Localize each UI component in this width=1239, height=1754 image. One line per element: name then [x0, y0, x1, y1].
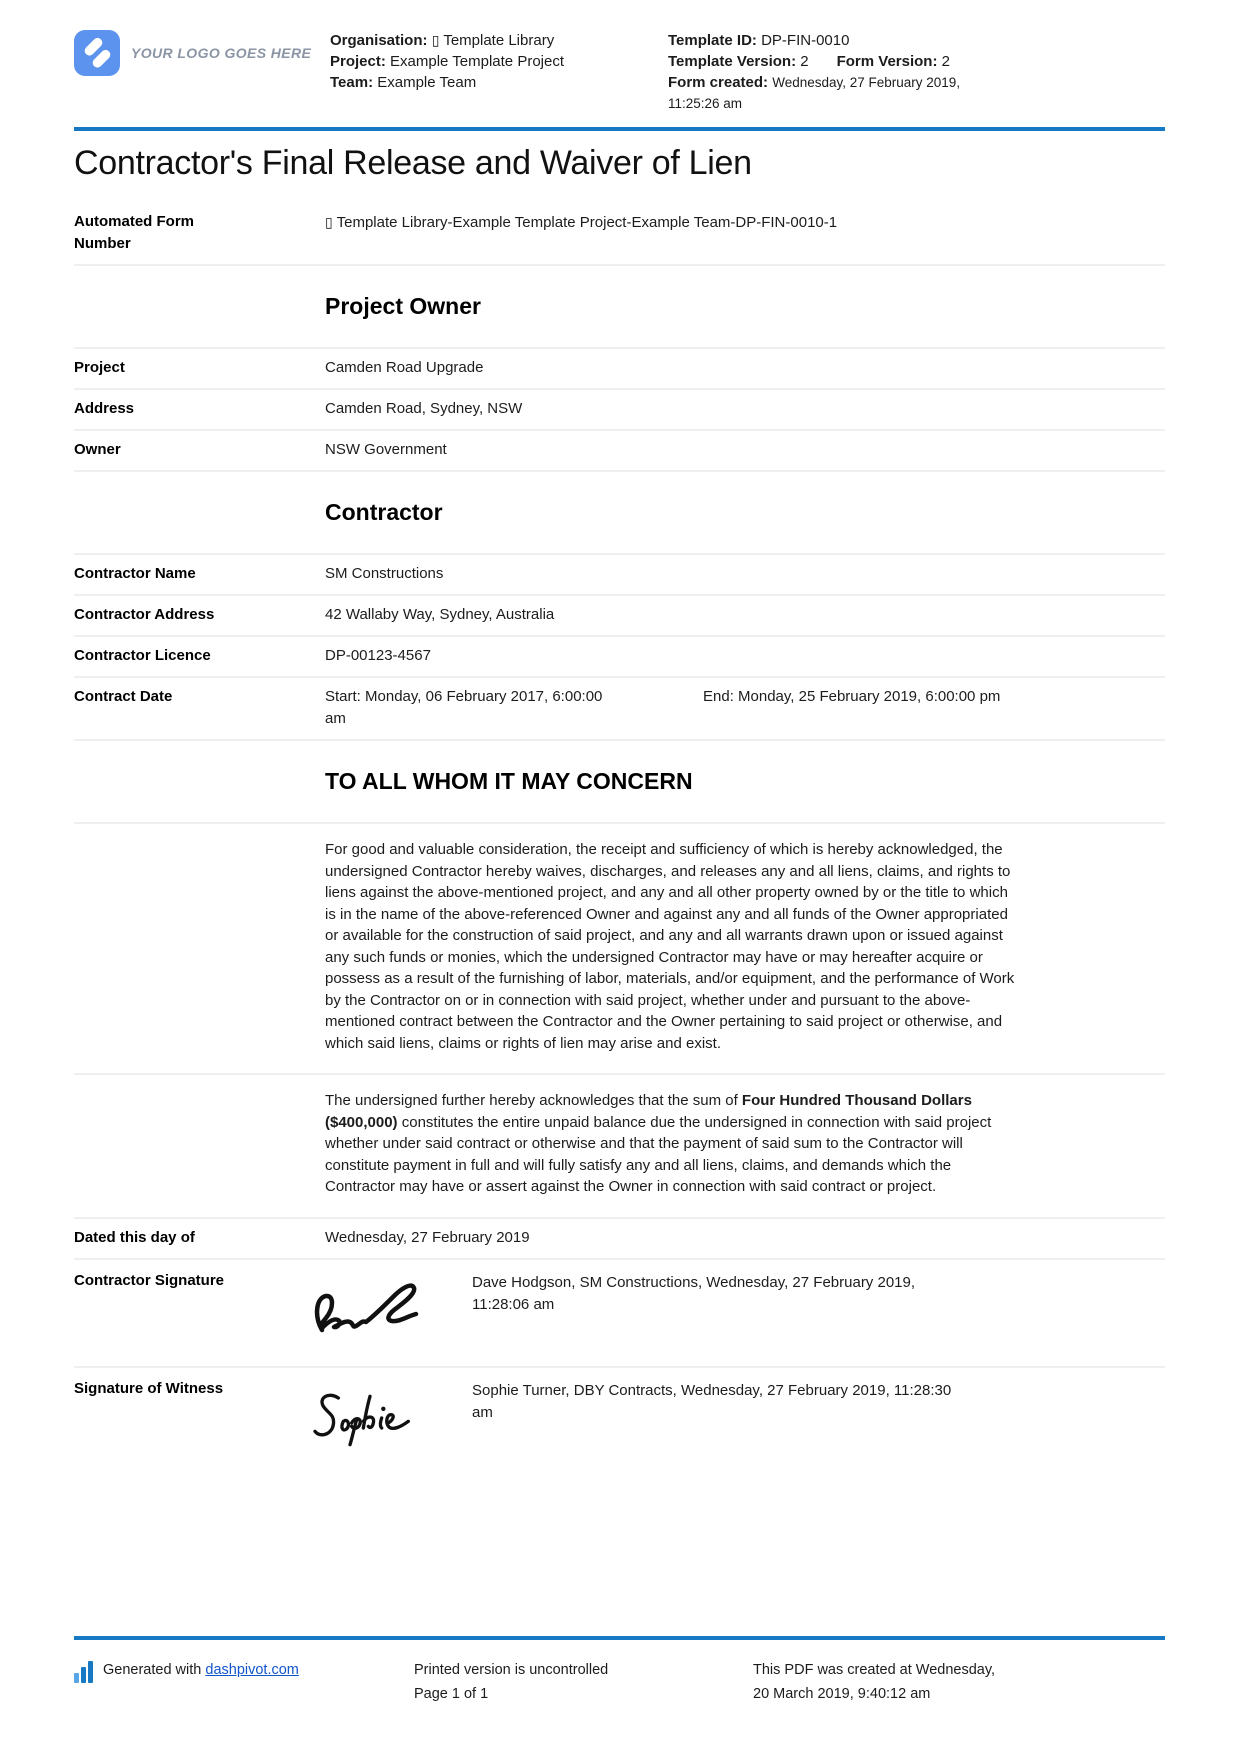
generated-with-text: Generated with	[103, 1662, 206, 1678]
footer-created-at: This PDF was created at Wednesday, 20 March 2019, 9:40:12 am	[753, 1662, 996, 1702]
row-contractor-signature	[74, 1260, 1165, 1368]
sum-amount-bold: Four Hundred Thousand Dollars ($400,000)	[325, 1092, 972, 1131]
project-value: Example Template Project	[390, 53, 565, 70]
row-contractor-licence	[74, 637, 1165, 678]
company-logo	[74, 30, 330, 76]
witness-signature-label: Signature of Witness	[74, 1379, 224, 1397]
missing-glyph-box: ▯	[431, 32, 440, 48]
row-automated-form-number	[74, 203, 1165, 266]
row-witness-signature	[74, 1368, 1165, 1479]
dashpivot-link[interactable]: dashpivot.com	[205, 1662, 299, 1678]
organisation-value: Template Library	[443, 32, 555, 49]
project-row-value: Camden Road Upgrade	[325, 359, 484, 376]
section-heading-to-all-whom: TO ALL WHOM IT MAY CONCERN	[74, 741, 1165, 824]
form-version-label: Form Version:	[836, 53, 938, 70]
missing-glyph-box: ▯	[325, 214, 333, 230]
witness-signature-text: Sophie Turner, DBY Contracts, Wednesday, 27 February 2019, 11:28:30 am	[472, 1381, 952, 1421]
header-org-block	[330, 30, 668, 93]
contractor-signature-label: Contractor Signature	[74, 1271, 225, 1289]
logo-icon	[74, 30, 120, 76]
printed-uncontrolled-text: Printed version is uncontrolled	[414, 1662, 609, 1678]
address-row-value: Camden Road, Sydney, NSW	[325, 400, 523, 417]
contractor-name-label: Contractor Name	[74, 565, 196, 582]
page-number-text: Page 1 of 1	[414, 1686, 489, 1702]
page-footer	[74, 1636, 1165, 1706]
row-paragraph-1	[74, 824, 1165, 1075]
project-line	[330, 51, 648, 72]
contractor-name-value: SM Constructions	[325, 565, 444, 582]
form-created-line	[668, 72, 998, 114]
sum-paragraph-part2: constitutes the entire unpaid balance due the undersigned in connection with said project whether under said contract or otherwise and that the payment of said sum to the Contractor will constitute payment in full and will fully satisfy any and all liens, claims, and demands which the Contractor may have or assert against the Owner in connection with said contract or project.	[325, 1113, 992, 1195]
row-contract-date	[74, 678, 1165, 741]
team-value: Example Team	[377, 74, 477, 91]
section-heading-contractor: Contractor	[74, 472, 1165, 555]
header-divider-rule	[74, 127, 1165, 131]
form-created-value: Wednesday, 27 February 2019, 11:25:26 am	[668, 75, 961, 111]
automated-form-number-label: Automated Form Number	[74, 213, 194, 252]
document-header	[0, 0, 1239, 114]
template-id-label: Template ID:	[668, 32, 757, 49]
row-contractor-name	[74, 555, 1165, 596]
page-title: Contractor's Final Release and Waiver of Lien	[74, 144, 752, 182]
project-label: Project:	[330, 53, 386, 70]
footer-printed	[414, 1658, 753, 1706]
owner-row-label: Owner	[74, 441, 121, 458]
team-label: Team:	[330, 74, 374, 91]
form-body	[74, 203, 1165, 1479]
sum-paragraph	[325, 1090, 1015, 1198]
contract-date-label: Contract Date	[74, 688, 173, 705]
team-line	[330, 72, 648, 93]
row-owner	[74, 431, 1165, 472]
row-contractor-address	[74, 596, 1165, 637]
contractor-licence-label: Contractor Licence	[74, 647, 211, 664]
footer-generated	[74, 1658, 414, 1706]
logo-placeholder-text: YOUR LOGO GOES HERE	[131, 45, 312, 61]
row-dated	[74, 1219, 1165, 1260]
row-address	[74, 390, 1165, 431]
contractor-signature-text: Dave Hodgson, SM Constructions, Wednesday, 27 February 2019, 11:28:06 am	[472, 1273, 916, 1313]
row-project	[74, 349, 1165, 390]
contractor-address-label: Contractor Address	[74, 606, 215, 623]
contractor-address-value: 42 Wallaby Way, Sydney, Australia	[325, 606, 555, 623]
dated-label: Dated this day of	[74, 1228, 195, 1246]
address-row-label: Address	[74, 400, 135, 417]
automated-form-number-value: Template Library-Example Template Project-Example Team-DP-FIN-0010-1	[336, 214, 838, 231]
footer-divider-rule	[74, 1636, 1165, 1640]
dated-value: Wednesday, 27 February 2019	[325, 1228, 530, 1246]
witness-signature-image	[310, 1378, 450, 1463]
dashpivot-bars-icon	[74, 1661, 94, 1692]
sum-paragraph-part1: The undersigned further hereby acknowledges that the sum of	[325, 1092, 742, 1109]
template-version-value: 2	[800, 53, 809, 70]
form-version-value: 2	[941, 53, 950, 70]
contract-date-start: Start: Monday, 06 February 2017, 6:00:00 am	[325, 688, 603, 727]
versions-line	[668, 51, 998, 72]
form-created-label: Form created:	[668, 74, 769, 91]
contractor-signature-image	[310, 1270, 450, 1349]
organisation-line	[330, 30, 648, 51]
contract-date-end: End: Monday, 25 February 2019, 6:00:00 pm	[703, 688, 1001, 705]
template-id-value: DP-FIN-0010	[761, 32, 850, 49]
project-row-label: Project	[74, 359, 125, 376]
template-id-line	[668, 30, 998, 51]
owner-row-value: NSW Government	[325, 441, 447, 458]
release-paragraph: For good and valuable consideration, the receipt and sufficiency of which is hereby acknowledged, the undersigned Contractor hereby waives, discharges, and releases any and all liens, claims, and rights to liens against the above-mentioned project, and any and all other property owned by or the title to which is in the name of the above-referenced Owner and against any and all funds of the Owner appropriated or available for the construction of said project, and any and all warrants drawn upon or issued against any such funds or monies, which the undersigned Contractor may have or may hereafter acquire or possess as a result of the furnishing of labor, materials, and/or equipment, and the performance of Work by the Contractor on or in connection with said project, whether under and pursuant to the above-mentioned contract between the Contractor and the Owner pertaining to said project or otherwise, and which said liens, claims or rights of lien may arise and exist.	[325, 841, 1015, 1052]
contractor-licence-value: DP-00123-4567	[325, 647, 431, 664]
header-template-block	[668, 30, 998, 114]
organisation-label: Organisation:	[330, 32, 428, 49]
template-version-label: Template Version:	[668, 53, 797, 70]
section-heading-project-owner: Project Owner	[74, 266, 1165, 349]
row-paragraph-2	[74, 1075, 1165, 1219]
